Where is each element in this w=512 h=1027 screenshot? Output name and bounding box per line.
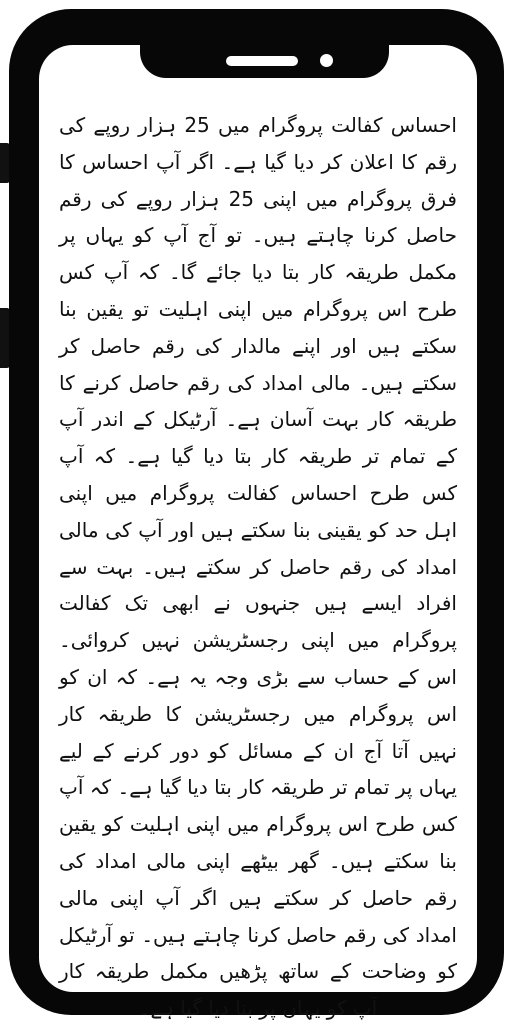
article-text: احساس کفالت پروگرام میں 25 ہزار روپے کی رقم کا اعلان کر دیا گیا ہے۔ اگر آپ احساس کا فرق پروگرام میں اپنی 25 ہزار روپے کی رقم حاصل کرنا چاہتے ہیں۔ تو آج آپ کو یہاں پر مکمل طریقہ کار بتا دیا جائے گا۔ کہ آپ کس طرح اس پروگرام میں اپنی اہلیت تو یقین بنا سکتے ہیں اور اپنے مالدار کی رقم حاصل کر سکتے ہیں۔ مالی امداد کی رقم حاصل کرنے کا طریقہ کار بہت آسان ہے۔ آرٹیکل کے اندر آپ کے تمام تر طریقہ کار بتا دیا گیا ہے۔ کہ آپ کس طرح احساس کفالت پروگرام میں اپنی اہل حد کو یقینی بنا سکتے ہیں اور آپ کی مالی امداد کی رقم حاصل کر سکتے ہیں۔ بہت سے افراد ایسے ہیں جنہوں نے ابھی تک کفالت پروگرام میں اپنی رجسٹریشن نہیں کروائی۔ اس کے حساب سے بڑی وجہ یہ ہے۔ کہ ان کو اس پروگرام میں رجسٹریشن کا طریقہ کار نہیں آتا آج ان کے مسائل کو دور کرنے کے لیے یہاں پر تمام تر طریقہ کار بتا دیا گیا ہے۔ کہ آپ کس طرح اس پروگرام میں اپنی اہلیت کو یقین بنا سکتے ہیں۔ گھر بیٹھے اپنی مالی امداد کی رقم حاصل کر سکتے ہیں اگر آپ اپنی مالی امداد کی رقم حاصل کرنا چاہتے ہیں۔ تو آرٹیکل کو وضاحت کے ساتھ پڑھیں مکمل طریقہ کار آپ کو یہاں پر بتا دیا گیا ہے۔ [59, 113, 457, 1021]
speaker-grille [226, 56, 298, 66]
front-camera-icon [320, 54, 333, 67]
phone-screen [39, 45, 477, 1021]
phone-notch [140, 18, 389, 78]
phone-frame [9, 9, 504, 1021]
